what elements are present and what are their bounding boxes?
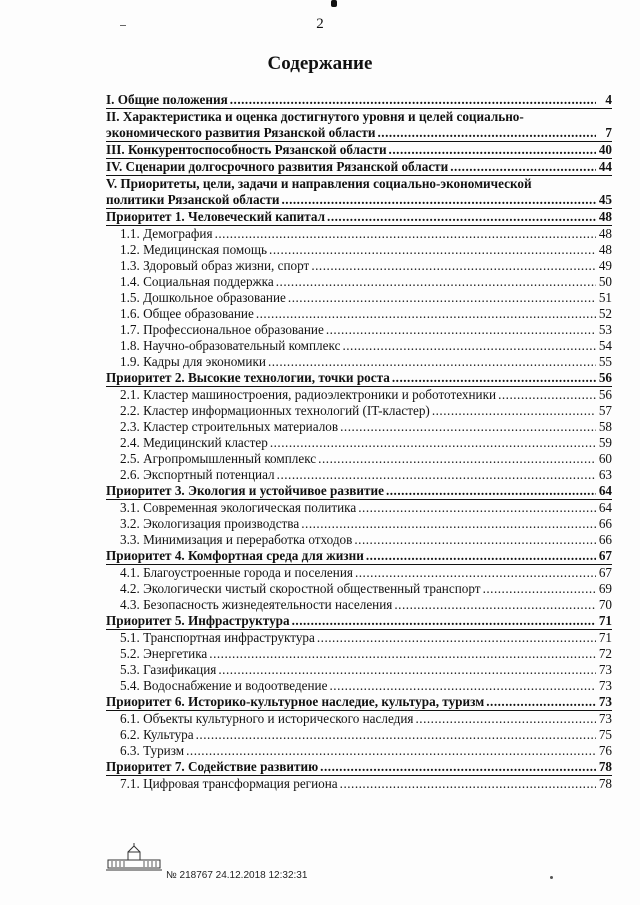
toc-entry-label: политики Рязанской области <box>106 192 280 207</box>
toc-entry-page: 48 <box>598 226 612 241</box>
dot-leader <box>292 613 596 629</box>
dot-leader <box>483 581 596 597</box>
toc-subsection-entry <box>106 532 612 548</box>
dot-leader <box>432 403 596 419</box>
toc-subsection-entry <box>106 597 612 613</box>
toc-entry-page: 73 <box>598 662 612 677</box>
page-number: 2 <box>316 16 324 32</box>
toc-section-entry <box>106 92 612 109</box>
toc-entry-page: 64 <box>598 500 612 515</box>
dot-leader <box>498 387 596 403</box>
toc-section-entry <box>106 159 612 176</box>
toc-entry-label: 3.2. Экологизация производства <box>120 516 300 531</box>
dot-leader <box>281 192 596 208</box>
toc-entry-label: Приоритет 6. Историко-культурное наследие, культура, туризм <box>106 694 485 709</box>
toc-subsection-entry <box>106 242 612 258</box>
toc-section-entry <box>106 483 612 500</box>
toc-entry-page: 76 <box>598 743 612 758</box>
toc-entry-label: Приоритет 1. Человеческий капитал <box>106 209 326 224</box>
toc-subsection-entry <box>106 581 612 597</box>
toc-entry-label: 4.2. Экологически чистый скоростной общественный транспорт <box>120 581 481 596</box>
dot-leader <box>340 776 596 792</box>
toc-subsection-entry <box>106 727 612 743</box>
dot-leader <box>277 467 596 483</box>
toc-entry-page: 44 <box>598 159 612 174</box>
dot-leader <box>377 125 596 141</box>
toc-entry-label: 3.1. Современная экологическая политика <box>120 500 357 515</box>
toc-subsection-entry <box>106 500 612 516</box>
dot-leader <box>389 142 596 158</box>
toc-entry-label: 5.4. Водоснабжение и водоотведение <box>120 678 328 693</box>
dot-leader <box>318 451 596 467</box>
toc-entry-label: 2.4. Медицинский кластер <box>120 435 268 450</box>
toc-subsection-entry <box>106 403 612 419</box>
dot-leader <box>355 565 596 581</box>
toc-entry-label: III. Конкурентоспособность Рязанской области <box>106 142 387 157</box>
dot-leader <box>276 274 596 290</box>
toc-entry-page: 50 <box>598 274 612 289</box>
toc-entry-label: Приоритет 7. Содействие развитию <box>106 759 319 774</box>
table-of-contents <box>106 92 612 792</box>
toc-entry-label-line: V. Приоритеты, цели, задачи и направления социально-экономической <box>106 176 532 191</box>
toc-subsection-entry <box>106 258 612 274</box>
dot-leader <box>394 597 596 613</box>
toc-entry-page: 45 <box>598 192 612 207</box>
toc-subsection-entry <box>106 565 612 581</box>
toc-section-entry <box>106 142 612 159</box>
toc-entry-label: 5.1. Транспортная инфраструктура <box>120 630 315 645</box>
toc-section-entry <box>106 548 612 565</box>
toc-entry-label: Приоритет 5. Инфраструктура <box>106 613 290 628</box>
toc-entry-page: 78 <box>598 759 612 774</box>
toc-entry-label: 1.2. Медицинская помощь <box>120 242 268 257</box>
toc-entry-page: 71 <box>598 630 612 645</box>
toc-entry-page: 64 <box>598 483 612 498</box>
toc-entry-label: 3.3. Минимизация и переработка отходов <box>120 532 353 547</box>
toc-subsection-entry <box>106 743 612 759</box>
toc-entry-label: 1.8. Научно-образовательный комплекс <box>120 338 341 353</box>
dot-leader <box>311 258 596 274</box>
dot-leader <box>215 226 596 242</box>
toc-section-entry <box>106 109 612 142</box>
toc-entry-page: 67 <box>598 565 612 580</box>
toc-entry-label: Приоритет 3. Экология и устойчивое развитие <box>106 483 384 498</box>
toc-entry-page: 57 <box>598 403 612 418</box>
toc-entry-page: 78 <box>598 776 612 791</box>
toc-entry-page: 63 <box>598 467 612 482</box>
toc-entry-label: 2.3. Кластер строительных материалов <box>120 419 339 434</box>
toc-entry-label: 1.6. Общее образование <box>120 306 254 321</box>
page-title: Содержание <box>267 53 373 74</box>
toc-subsection-entry <box>106 776 612 792</box>
toc-section-entry <box>106 209 612 226</box>
dot-leader <box>450 159 596 175</box>
toc-subsection-entry <box>106 338 612 354</box>
toc-subsection-entry <box>106 630 612 646</box>
toc-entry-label: IV. Сценарии долгосрочного развития Рязанской области <box>106 159 449 174</box>
toc-entry-label: 5.3. Газификация <box>120 662 217 677</box>
toc-subsection-entry <box>106 274 612 290</box>
toc-entry-page: 70 <box>598 597 612 612</box>
toc-entry-page: 60 <box>598 451 612 466</box>
scan-mark-dot <box>550 876 553 879</box>
dot-leader <box>269 242 596 258</box>
dot-leader <box>270 435 596 451</box>
toc-entry-label: 2.2. Кластер информационных технологий (IT-кластер) <box>120 403 430 418</box>
toc-entry-page: 66 <box>598 516 612 531</box>
toc-section-entry <box>106 694 612 711</box>
dot-leader <box>366 548 596 564</box>
toc-entry-label: 2.5. Агропромышленный комплекс <box>120 451 317 466</box>
toc-subsection-entry <box>106 387 612 403</box>
toc-entry-label: Приоритет 2. Высокие технологии, точки роста <box>106 370 390 385</box>
toc-entry-label: 5.2. Энергетика <box>120 646 208 661</box>
toc-entry-page: 52 <box>598 306 612 321</box>
toc-subsection-entry <box>106 646 612 662</box>
toc-entry-page: 7 <box>605 125 612 140</box>
dot-leader <box>326 322 596 338</box>
toc-entry-label: экономического развития Рязанской области <box>106 125 376 140</box>
dot-leader <box>230 92 596 108</box>
dot-leader <box>392 370 596 386</box>
dot-leader <box>386 483 596 499</box>
dot-leader <box>288 290 596 306</box>
dot-leader <box>209 646 596 662</box>
toc-subsection-entry <box>106 322 612 338</box>
registration-stamp: № 218767 24.12.2018 12:32:31 <box>166 870 308 881</box>
dot-leader <box>320 759 596 775</box>
toc-subsection-entry <box>106 226 612 242</box>
toc-entry-label: 1.9. Кадры для экономики <box>120 354 266 369</box>
toc-entry-label: 4.3. Безопасность жизнедеятельности населения <box>120 597 393 612</box>
toc-section-entry <box>106 176 612 209</box>
toc-subsection-entry <box>106 678 612 694</box>
toc-entry-page: 59 <box>598 435 612 450</box>
toc-subsection-entry <box>106 451 612 467</box>
toc-entry-label: 1.5. Дошкольное образование <box>120 290 286 305</box>
toc-entry-label-line: II. Характеристика и оценка достигнутого уровня и целей социально- <box>106 109 524 124</box>
dot-leader <box>358 500 596 516</box>
toc-subsection-entry <box>106 662 612 678</box>
dot-leader <box>256 306 596 322</box>
toc-subsection-entry <box>106 306 612 322</box>
toc-entry-page: 56 <box>598 370 612 385</box>
dot-leader <box>317 630 596 646</box>
toc-subsection-entry <box>106 419 612 435</box>
toc-entry-page: 53 <box>598 322 612 337</box>
toc-entry-page: 72 <box>598 646 612 661</box>
dot-leader <box>327 209 596 225</box>
toc-section-entry <box>106 759 612 776</box>
toc-subsection-entry <box>106 290 612 306</box>
toc-entry-page: 66 <box>598 532 612 547</box>
toc-entry-page: 67 <box>598 548 612 563</box>
dot-leader <box>186 743 596 759</box>
toc-entry-label: 1.7. Профессиональное образование <box>120 322 324 337</box>
toc-subsection-entry <box>106 435 612 451</box>
toc-entry-label: Приоритет 4. Комфортная среда для жизни <box>106 548 364 563</box>
toc-entry-page: 48 <box>598 242 612 257</box>
toc-entry-label: 1.3. Здоровый образ жизни, спорт <box>120 258 310 273</box>
toc-entry-page: 56 <box>598 387 612 402</box>
dot-leader <box>486 694 596 710</box>
building-logo <box>106 842 162 872</box>
toc-entry-page: 4 <box>605 92 612 107</box>
toc-entry-label: 7.1. Цифровая трансформация региона <box>120 776 338 791</box>
dot-leader <box>218 662 596 678</box>
toc-section-entry <box>106 613 612 630</box>
toc-entry-label: I. Общие положения <box>106 92 228 107</box>
toc-subsection-entry <box>106 711 612 727</box>
toc-entry-page: 54 <box>598 338 612 353</box>
toc-entry-label: 6.3. Туризм <box>120 743 185 758</box>
toc-entry-label: 2.1. Кластер машиностроения, радиоэлектроники и робототехники <box>120 387 497 402</box>
toc-entry-page: 55 <box>598 354 612 369</box>
toc-entry-page: 73 <box>598 678 612 693</box>
dot-leader <box>415 711 596 727</box>
toc-entry-label: 4.1. Благоустроенные города и поселения <box>120 565 353 580</box>
toc-entry-label: 1.1. Демография <box>120 226 213 241</box>
toc-entry-label: 1.4. Социальная поддержка <box>120 274 274 289</box>
toc-entry-label: 2.6. Экспортный потенциал <box>120 467 275 482</box>
toc-entry-page: 69 <box>598 581 612 596</box>
scan-mark <box>331 0 337 7</box>
toc-subsection-entry <box>106 467 612 483</box>
toc-entry-page: 49 <box>598 258 612 273</box>
dot-leader <box>354 532 596 548</box>
toc-entry-page: 58 <box>598 419 612 434</box>
toc-section-entry <box>106 370 612 387</box>
toc-entry-page: 48 <box>598 209 612 224</box>
toc-entry-page: 75 <box>598 727 612 742</box>
toc-entry-page: 73 <box>598 694 612 709</box>
toc-entry-page: 51 <box>598 290 612 305</box>
dot-leader <box>342 338 596 354</box>
toc-entry-page: 40 <box>598 142 612 157</box>
toc-entry-label: 6.2. Культура <box>120 727 194 742</box>
dot-leader <box>340 419 596 435</box>
dot-leader <box>329 678 596 694</box>
toc-entry-label: 6.1. Объекты культурного и исторического наследия <box>120 711 414 726</box>
dot-leader <box>196 727 596 743</box>
dot-leader <box>301 516 596 532</box>
toc-entry-page: 73 <box>598 711 612 726</box>
toc-entry-page: 71 <box>598 613 612 628</box>
dot-leader <box>268 354 596 370</box>
toc-subsection-entry <box>106 354 612 370</box>
toc-subsection-entry <box>106 516 612 532</box>
